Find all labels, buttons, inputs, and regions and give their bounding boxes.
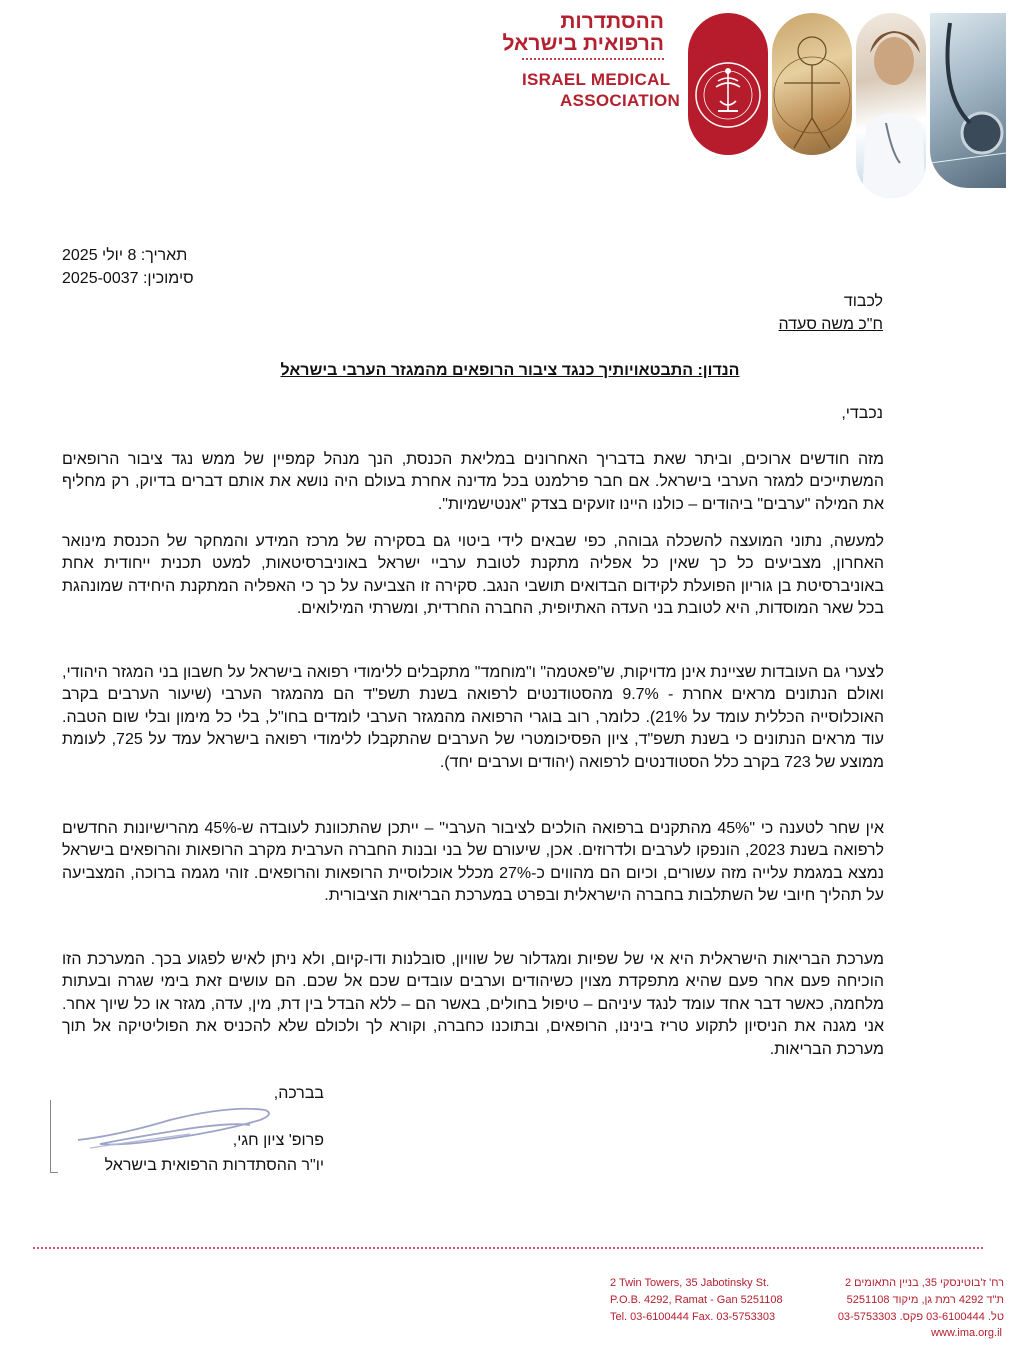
footer-phone-en: Tel. 03-6100444 Fax. 03-5753303 bbox=[610, 1311, 776, 1323]
footer-address-en: 2 Twin Towers, 35 Jabotinsky St. bbox=[610, 1277, 770, 1289]
header-divider bbox=[522, 58, 664, 60]
org-name-english-line1: ISRAEL MEDICAL bbox=[522, 70, 671, 89]
org-name-english-line2: ASSOCIATION bbox=[560, 91, 681, 110]
footer-phone-he: טל. 03-6100444 פקס. 03-5753303 bbox=[837, 1311, 1004, 1323]
footer-address-he: רח' ז'בוטינסקי 35, בניין התאומים 2 bbox=[844, 1277, 1004, 1289]
paragraph: לצערי גם העובדות שציינת אינן מדויקות, ש"פאטמה" ו"מוחמד" מתקבלים ללימודי רפואה בישראל על חשבון בני המגזר היהודי, ואולם הנתונים מראים אחרת - 9.7% מהסטודנטים לרפואה בשנת תשפ"ד הם מהמגזר הערבי (שיעור הערבים בקרב האוכלוסייה הכללית עומד על 21%). כלומר, רוב בוגרי הרפואה מהמגזר הערבי לומדים בחו"ל, בלי כל מימון ובלי שום הטבה. עוד מראים הנתונים כי בשנת תשפ"ד, ציון הפסיכומטרי של הערבים שהתקבלו ללימודי רפואה בישראל עמד על 725, לעומת ממוצע של 723 בקרב כלל הסטודנטים לרפואה (יהודים וערבים יחד). bbox=[62, 664, 885, 771]
letter-greeting: נכבדי, bbox=[841, 405, 883, 422]
letter-subject: הנדון: התבטאויותיך כנגד ציבור הרופאים מהמגזר הערבי בישראל bbox=[280, 362, 740, 379]
paragraph: אין שחר לטענה כי "45% מהתקנים ברפואה הולכים לציבור הערבי" – ייתכן שהתכוונת לעובדה ש-45% מהרישיונות החדשים לרפואה בשנת 2023, הונפקו לערבים ולדרוזים. אכן, שיעורם של בני ובנות החברה הערבית מקרב הרופאות והרופאים בישראל נמצא במגמת עלייה מזה עשורים, וכיום הם מהווים כ-27% מכלל אוכלוסיית הרופאות והרופאים. זוהי מגמה ברוכה, המצביעה על תהליך חיובי של השתלבות בחברה הישראלית ובפרט במערכת הבריאות הציבורית. bbox=[62, 820, 885, 905]
stethoscope-photo bbox=[930, 13, 1006, 188]
signature-frame bbox=[50, 1172, 58, 1173]
letter-date: תאריך: 8 יולי 2025 bbox=[62, 247, 188, 264]
seal-emblem-icon bbox=[688, 13, 768, 155]
footer-website-link[interactable]: www.ima.org.il bbox=[931, 1327, 1002, 1339]
doctor-photo bbox=[856, 13, 926, 198]
footer-pob-he: ת"ד 4292 רמת גן, מיקוד 5251108 bbox=[846, 1294, 1004, 1306]
footer-pob-en: P.O.B. 4292, Ramat - Gan 5251108 bbox=[610, 1294, 783, 1306]
paragraph: מזה חודשים ארוכים, וביתר שאת בדבריך האחרונים במליאת הכנסת, הנך מנהל קמפיין של ממש נגד ציבור הרופאים המשתייכים למגזר הערבי בישראל. אם חבר פרלמנט בכל מדינה אחרת בעולם היה נושא את אותם דברים בדיוק, רק מחליף את המילה "ערבים" ביהודים – כולנו היינו זועקים בצדק "אנטישמיות". bbox=[62, 451, 884, 513]
footer-divider bbox=[33, 1247, 983, 1249]
signer-title: יו"ר ההסתדרות הרפואית בישראל bbox=[104, 1157, 324, 1174]
closing-regards: בברכה, bbox=[273, 1085, 324, 1102]
signer-name: פרופ' ציון חגי, bbox=[232, 1132, 324, 1149]
ima-seal-logo bbox=[688, 13, 768, 155]
recipient-salutation: לכבוד bbox=[843, 293, 883, 310]
letter-reference: סימוכין: 2025-0037 bbox=[62, 270, 194, 287]
vitruvian-image bbox=[772, 13, 852, 155]
paragraph: למעשה, נתוני המועצה להשכלה גבוהה, כפי שבאים לידי ביטוי גם בסקירה של מרכז המידע והמחקר של הכנסת מינואר האחרון, מצביעים כל כך שאין כל אפליה מתקנת לטובת ערביי ישראל באוניברסיטאות, למעט תכנית ייחודית אחת באוניברסיטת בן גוריון הפועלת לקידום הבדואים תושבי הנגב. סקירה זו הצביעה על כך כי האפליה המתקנת היחידה שמונהגת בכל שאר המוסדות, היא לטובת בני העדה האתיופית, החברה החרדית, ומשרתי המילואים. bbox=[62, 533, 884, 618]
handwritten-signature bbox=[60, 1100, 280, 1160]
org-name-hebrew-line1: ההסתדרות bbox=[560, 10, 664, 33]
recipient-name: ח"כ משה סעדה bbox=[778, 316, 883, 333]
org-name-hebrew-line2: הרפואית בישראל bbox=[502, 32, 664, 55]
signature-frame bbox=[50, 1100, 51, 1172]
letterhead bbox=[0, 0, 1014, 200]
paragraph: מערכת הבריאות הישראלית היא אי של שפיות ומגדלור של שוויון, סובלנות ודו-קיום, ולא ניתן לאיש לפגוע בכך. המערכת הזו הוכיחה פעם אחר פעם שהיא מתפקדת מצוין כשיהודים וערבים עובדים שכם אל שכם. הם עושים זאת בימי שגרה ובעתות מלחמה, כאשר דבר אחד עומד לנגד עיניהם – טיפול בחולים, באשר הם – ללא הבדל בין דת, מין, עדה, מגזר או כל שיוך אחר. אני מגנה את הניסיון לתקוע טריז בינינו, הרופאים, ובתוכנו כחברה, וקורא לך ולכולם שלא להכניס את הפוליטיקה אל תוך מערכת הבריאות. bbox=[62, 951, 884, 1058]
